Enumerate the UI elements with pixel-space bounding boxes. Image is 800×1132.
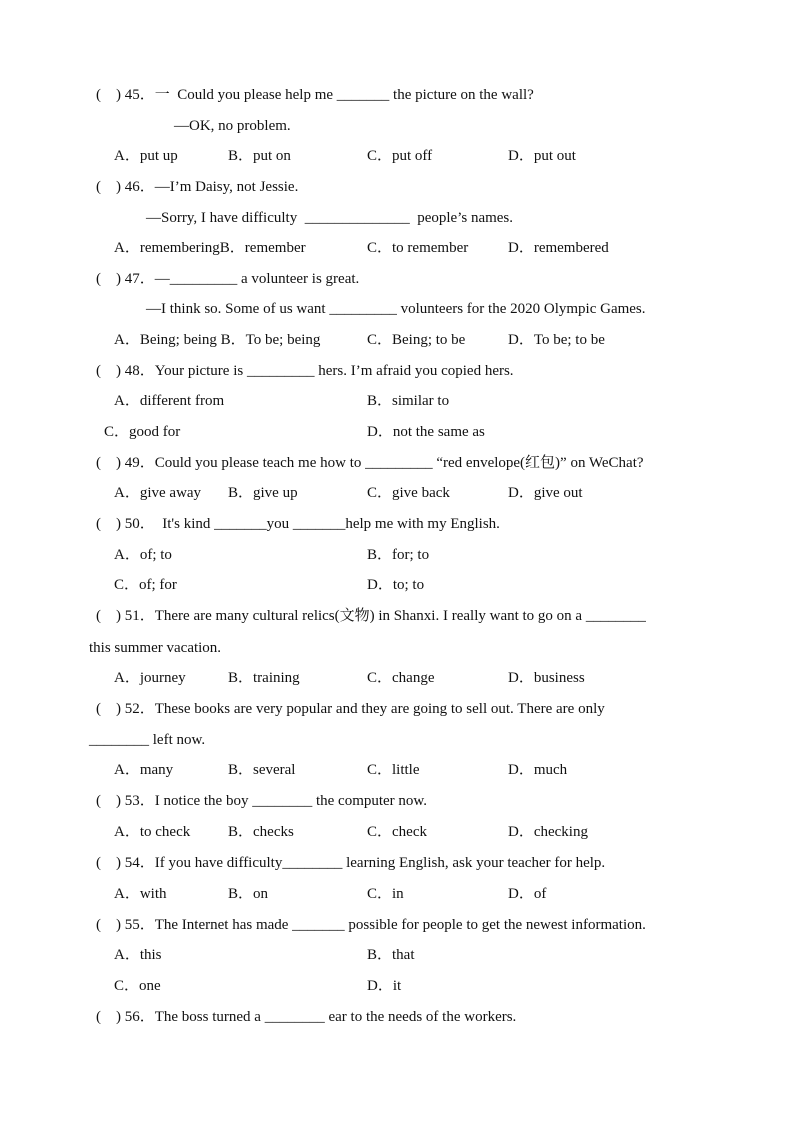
question-54-option-d: D．of <box>508 886 547 902</box>
question-46-reply: —Sorry, I have difficulty ______________ people’s names. <box>146 210 514 226</box>
question-48-option-b: B．similar to <box>367 393 450 409</box>
question-54-option-b: B．on <box>228 886 269 902</box>
question-52-option-d: D．much <box>508 762 568 778</box>
question-52-option-c: C．little <box>367 762 420 778</box>
question-46-stem: ( ) 46．—I’m Daisy, not Jessie. <box>96 179 299 195</box>
question-49-option-d: D．give out <box>508 485 583 501</box>
question-51-continuation: this summer vacation. <box>89 640 222 656</box>
question-50-option-a: A．of; to <box>114 547 172 563</box>
question-53-option-c: C．check <box>367 824 427 840</box>
question-50-option-d: D．to; to <box>367 577 425 593</box>
question-54-option-a: A．with <box>114 886 167 902</box>
question-53-option-a: A．to check <box>114 824 191 840</box>
question-51-option-a: A．journey <box>114 670 186 686</box>
question-55-option-d: D．it <box>367 978 402 994</box>
question-55-option-a: A．this <box>114 947 162 963</box>
question-48-option-d: D．not the same as <box>367 424 485 440</box>
question-46-option-d: D．remembered <box>508 240 609 256</box>
question-50-stem: ( ) 50． It's kind _______you _______help me with my English. <box>96 516 500 532</box>
question-53-option-d: D．checking <box>508 824 588 840</box>
question-52-continuation: ________ left now. <box>89 732 206 748</box>
question-47-option-ab: A．Being; being B．To be; being <box>114 332 321 348</box>
question-53-stem: ( ) 53．I notice the boy ________ the computer now. <box>96 793 428 809</box>
question-47-stem: ( ) 47．—_________ a volunteer is great. <box>96 271 360 287</box>
question-55-stem: ( ) 55．The Internet has made _______ possible for people to get the newest information. <box>96 917 646 933</box>
question-45-option-a: A．put up <box>114 148 178 164</box>
question-55-option-b: B．that <box>367 947 415 963</box>
question-54-option-c: C．in <box>367 886 404 902</box>
question-51-option-c: C．change <box>367 670 435 686</box>
question-49-stem: ( ) 49．Could you please teach me how to _________ “red envelope(红包)” on WeChat? <box>96 455 644 471</box>
question-52-option-b: B．several <box>228 762 296 778</box>
question-52-stem: ( ) 52．These books are very popular and they are going to sell out. There are only <box>96 701 605 717</box>
question-49-option-c: C．give back <box>367 485 450 501</box>
question-56-stem: ( ) 56．The boss turned a ________ ear to the needs of the workers. <box>96 1009 517 1025</box>
question-51-stem: ( ) 51．There are many cultural relics(文物) in Shanxi. I really want to go on a ________ <box>96 608 646 624</box>
question-48-option-a: A．different from <box>114 393 225 409</box>
question-49-option-b: B．give up <box>228 485 298 501</box>
question-45-option-d: D．put out <box>508 148 576 164</box>
question-48-stem: ( ) 48．Your picture is _________ hers. I’m afraid you copied hers. <box>96 363 514 379</box>
question-50-option-b: B．for; to <box>367 547 430 563</box>
question-46-option-c: C．to remember <box>367 240 469 256</box>
question-49-option-a: A．give away <box>114 485 202 501</box>
question-45-reply: —OK, no problem. <box>174 118 291 134</box>
question-51-option-b: B．training <box>228 670 300 686</box>
question-46-option-ab: A．rememberingB．remember <box>114 240 306 256</box>
question-52-option-a: A．many <box>114 762 174 778</box>
question-47-reply: —I think so. Some of us want _________ volunteers for the 2020 Olympic Games. <box>146 301 646 317</box>
question-55-option-c: C．one <box>114 978 161 994</box>
question-45-option-c: C．put off <box>367 148 433 164</box>
question-51-option-d: D．business <box>508 670 585 686</box>
question-48-option-c: C．good for <box>104 424 181 440</box>
question-45-stem: ( ) 45．一 Could you please help me _______ the picture on the wall? <box>96 87 534 103</box>
question-53-option-b: B．checks <box>228 824 294 840</box>
question-54-stem: ( ) 54．If you have difficulty________ learning English, ask your teacher for help. <box>96 855 606 871</box>
question-47-option-c: C．Being; to be <box>367 332 466 348</box>
question-47-option-d: D．To be; to be <box>508 332 605 348</box>
question-50-option-c: C．of; for <box>114 577 177 593</box>
question-45-option-b: B．put on <box>228 148 291 164</box>
